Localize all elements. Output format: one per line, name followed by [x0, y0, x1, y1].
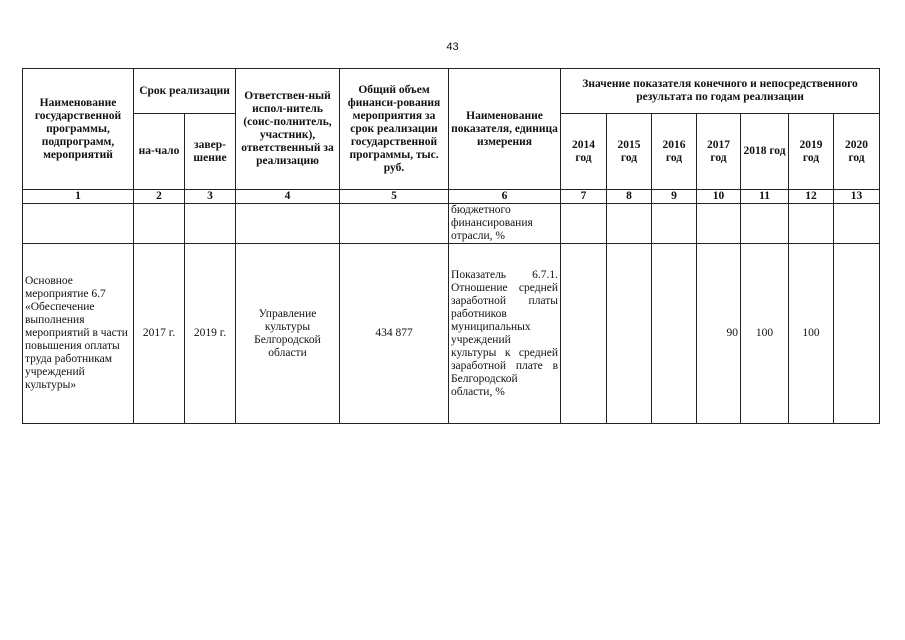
column-number: 2 [134, 190, 185, 204]
cell-program [23, 204, 134, 244]
column-number: 5 [340, 190, 449, 204]
cell-executor: Управление культуры Белгородской области [236, 244, 340, 424]
cell-value-2020 [834, 204, 880, 244]
header-year-2018: 2018 год [741, 114, 789, 190]
cell-value-2017 [697, 204, 741, 244]
column-number-row [23, 190, 880, 204]
cell-indicator: бюджетного финансирования отрасли, % [449, 204, 561, 244]
cell-indicator: Показатель 6.7.1. Отношение средней заработной платы работников муниципальных учреждений культуры к средней заработной плате в Белгородской области, % [449, 244, 561, 424]
cell-executor [236, 204, 340, 244]
cell-value-2019 [789, 204, 834, 244]
header-indicator: Наименование показателя, единица измерения [449, 69, 561, 190]
cell-volume: 434 877 [340, 244, 449, 424]
header-year-2015: 2015 год [607, 114, 652, 190]
column-number: 4 [236, 190, 340, 204]
header-year-2016: 2016 год [652, 114, 697, 190]
cell-value-2019: 100 [789, 244, 834, 424]
header-year-2014: 2014 год [561, 114, 607, 190]
header-term-end: завер-шение [185, 114, 236, 190]
cell-value-2014 [561, 244, 607, 424]
cell-value-2018 [741, 204, 789, 244]
indicator-table [22, 68, 880, 424]
header-year-2019: 2019 год [789, 114, 834, 190]
page-number: 43 [446, 41, 459, 53]
column-number: 7 [561, 190, 607, 204]
header-year-2020: 2020 год [834, 114, 880, 190]
cell-value-2016 [652, 204, 697, 244]
table-row [23, 204, 880, 244]
cell-value-2015 [607, 244, 652, 424]
column-number: 3 [185, 190, 236, 204]
cell-start: 2017 г. [134, 244, 185, 424]
cell-value-2018: 100 [741, 244, 789, 424]
column-number: 6 [449, 190, 561, 204]
column-number: 12 [789, 190, 834, 204]
header-term-start: на-чало [134, 114, 185, 190]
table-row [23, 244, 880, 424]
cell-value-2017: 90 [697, 244, 741, 424]
cell-volume [340, 204, 449, 244]
header-year-2017: 2017 год [697, 114, 741, 190]
column-number: 8 [607, 190, 652, 204]
cell-value-2016 [652, 244, 697, 424]
header-total-volume: Общий объем финанси-рования мероприятия за срок реализации государственной программы, тыс. руб. [340, 69, 449, 190]
cell-end: 2019 г. [185, 244, 236, 424]
cell-end [185, 204, 236, 244]
column-number: 10 [697, 190, 741, 204]
cell-value-2020 [834, 244, 880, 424]
header-program-name: Наименование государственной программы, подпрограмм, мероприятий [23, 69, 134, 190]
header-term: Срок реализации [134, 69, 236, 114]
cell-value-2015 [607, 204, 652, 244]
header-values-group: Значение показателя конечного и непосредственного результата по годам реализации [561, 69, 880, 114]
column-number: 13 [834, 190, 880, 204]
column-number: 11 [741, 190, 789, 204]
cell-start [134, 204, 185, 244]
header-executor: Ответствен-ный испол-нитель (соис-полнитель, участник), ответственный за реализацию [236, 69, 340, 190]
column-number: 9 [652, 190, 697, 204]
column-number: 1 [23, 190, 134, 204]
cell-program: Основное мероприятие 6.7 «Обеспечение выполнения мероприятий в части повышения оплаты труда работникам учреждений культуры» [23, 244, 134, 424]
cell-value-2014 [561, 204, 607, 244]
